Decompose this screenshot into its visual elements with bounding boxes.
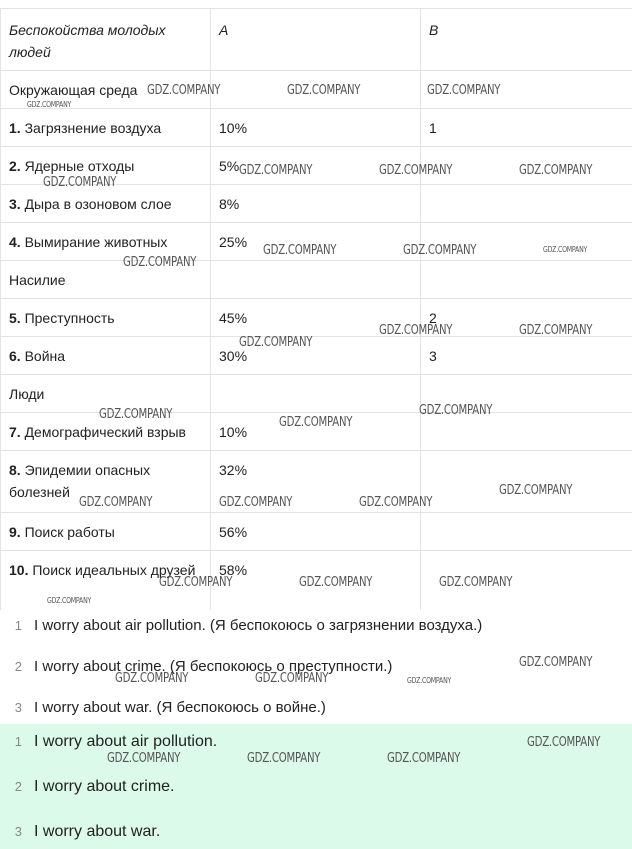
watermark: GDZ.COMPANY xyxy=(387,751,461,766)
col-a-cell: 8% xyxy=(211,185,421,223)
col-b-cell: 1 xyxy=(421,109,632,147)
watermark: GDZ.COMPANY xyxy=(239,335,313,350)
table-row xyxy=(1,513,632,551)
col-b-cell xyxy=(421,413,632,451)
watermark: GDZ.COMPANY xyxy=(287,83,361,98)
watermark: GDZ.COMPANY xyxy=(439,575,513,590)
table-row xyxy=(1,261,632,299)
worries-table xyxy=(0,8,632,613)
col-a-cell: 32% xyxy=(211,451,421,513)
header-cell: B xyxy=(421,9,632,71)
watermark: GDZ.COMPANY xyxy=(115,671,189,686)
table-header-row xyxy=(1,9,632,71)
watermark: GDZ.COMPANY xyxy=(419,403,493,418)
table-row xyxy=(1,185,632,223)
col-a-cell: 45% xyxy=(211,299,421,337)
row-label-cell: 3. Дыра в озоновом слое xyxy=(1,185,211,223)
watermark: GDZ.COMPANY xyxy=(147,83,221,98)
list-item: 3 I worry about war. (Я беспокоюсь о войне.) xyxy=(14,699,326,716)
list-item: 2 I worry about crime. (Я беспокоюсь о преступности.) xyxy=(14,658,393,675)
col-a-cell: 5% xyxy=(211,147,421,185)
table-row xyxy=(1,337,632,375)
watermark: GDZ.COMPANY xyxy=(263,243,337,258)
header-cell: Беспокойства молодых людей xyxy=(1,9,211,71)
row-label-cell: Насилие xyxy=(1,261,211,299)
col-a-cell: 30% xyxy=(211,337,421,375)
watermark: GDZ.COMPANY xyxy=(159,575,233,590)
row-label-cell: Люди xyxy=(1,375,211,413)
row-label-cell: 6. Война xyxy=(1,337,211,375)
watermark: GDZ.COMPANY xyxy=(379,323,453,338)
watermark: GDZ.COMPANY xyxy=(279,415,353,430)
watermark: GDZ.COMPANY xyxy=(107,751,181,766)
watermark: GDZ.COMPANY xyxy=(247,751,321,766)
watermark: GDZ.COMPANY xyxy=(43,175,117,190)
watermark: GDZ.COMPANY xyxy=(99,407,173,422)
watermark: GDZ.COMPANY xyxy=(519,655,593,670)
row-label-cell: 9. Поиск работы xyxy=(1,513,211,551)
watermark: GDZ.COMPANY xyxy=(123,255,197,270)
col-b-cell xyxy=(421,261,632,299)
col-a-cell: 56% xyxy=(211,513,421,551)
watermark: GDZ.COMPANY xyxy=(527,735,601,750)
col-a-cell: 10% xyxy=(211,109,421,147)
watermark: GDZ.COMPANY xyxy=(47,596,92,605)
row-label-cell: 2. Ядерные отходы xyxy=(1,147,211,185)
col-b-cell: 3 xyxy=(421,337,632,375)
list-item: 1 I worry about air pollution. xyxy=(14,733,218,750)
row-label-cell: 10. Поиск идеальных друзей xyxy=(1,551,211,613)
row-label-cell: 5. Преступность xyxy=(1,299,211,337)
row-label-cell: 7. Демографический взрыв xyxy=(1,413,211,451)
watermark: GDZ.COMPANY xyxy=(407,676,452,685)
watermark: GDZ.COMPANY xyxy=(219,495,293,510)
watermark: GDZ.COMPANY xyxy=(519,163,593,178)
col-a-cell: 25% xyxy=(211,223,421,261)
header-cell: A xyxy=(211,9,421,71)
row-label-cell: 4. Вымирание животных xyxy=(1,223,211,261)
watermark: GDZ.COMPANY xyxy=(403,243,477,258)
watermark: GDZ.COMPANY xyxy=(299,575,373,590)
watermark: GDZ.COMPANY xyxy=(79,495,153,510)
watermark: GDZ.COMPANY xyxy=(379,163,453,178)
col-a-cell: 58% xyxy=(211,551,421,613)
watermark: GDZ.COMPANY xyxy=(255,671,329,686)
watermark: GDZ.COMPANY xyxy=(427,83,501,98)
col-b-cell xyxy=(421,185,632,223)
watermark: GDZ.COMPANY xyxy=(359,495,433,510)
list-item: 3 I worry about war. xyxy=(14,823,161,840)
row-label-cell: Окружающая среда xyxy=(1,71,211,109)
table-row xyxy=(1,375,632,413)
col-b-cell: 2 xyxy=(421,299,632,337)
watermark: GDZ.COMPANY xyxy=(27,100,72,109)
col-a-cell: 10% xyxy=(211,413,421,451)
watermark: GDZ.COMPANY xyxy=(519,323,593,338)
col-a-cell xyxy=(211,261,421,299)
list-item: 1 I worry about air pollution. (Я беспокоюсь о загрязнении воздуха.) xyxy=(14,617,483,634)
watermark: GDZ.COMPANY xyxy=(239,163,313,178)
table-row xyxy=(1,109,632,147)
col-b-cell xyxy=(421,513,632,551)
watermark: GDZ.COMPANY xyxy=(543,245,588,254)
list-item: 2 I worry about crime. xyxy=(14,778,175,795)
col-a-cell xyxy=(211,375,421,413)
col-b-cell xyxy=(421,451,632,513)
row-label-cell: 8. Эпидемии опасных болезней xyxy=(1,451,211,513)
watermark: GDZ.COMPANY xyxy=(499,483,573,498)
row-label-cell: 1. Загрязнение воздуха xyxy=(1,109,211,147)
